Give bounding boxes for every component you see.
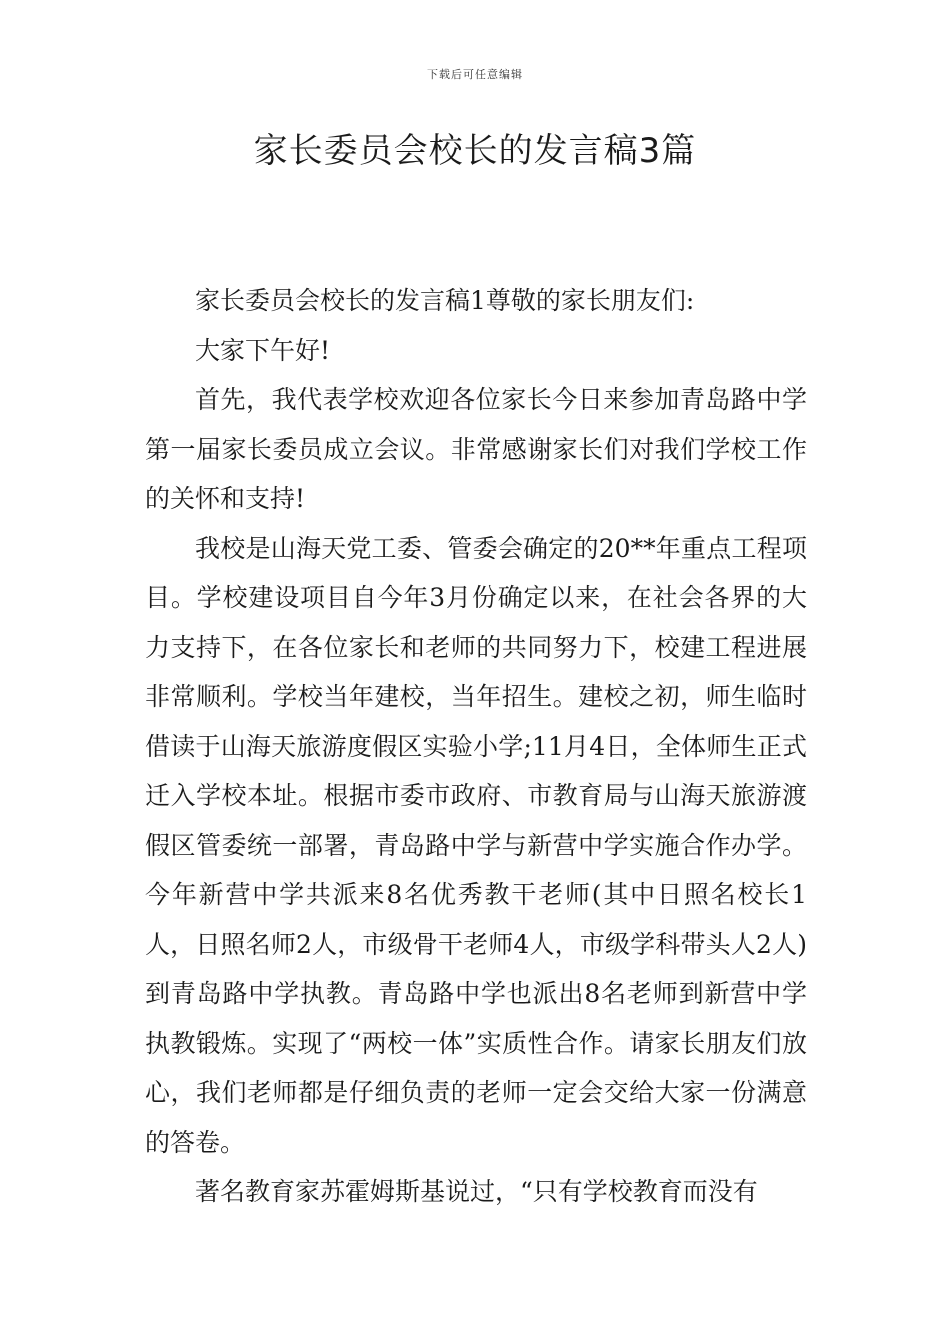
paragraph-school-intro: 我校是山海天党工委、管委会确定的20**年重点工程项目。学校建设项目自今年3月份确定以来，在社会各界的大力支持下，在各位家长和老师的共同努力下，校建工程进展非常顺利。学校当年建校，当年招生。建校之初，师生临时借读于山海天旅游度假区实验小学;11月4日，全体师生正式迁入学校本址。根据市委市政府、市教育局与山海天旅游渡假区管委统一部署，青岛路中学与新营中学实施合作办学。今年新营中学共派来8名优秀教干老师(其中日照名校长1人，日照名师2人，市级骨干老师4人，市级学科带头人2人)到青岛路中学执教。青岛路中学也派出8名老师到新营中学执教锻炼。实现了“两校一体”实质性合作。请家长朋友们放心，我们老师都是仔细负责的老师一定会交给大家一份满意的答卷。 — [145, 533, 807, 1157]
document-body — [145, 276, 807, 1217]
paragraph-quote: 著名教育家苏霍姆斯基说过，“只有学校教育而没有 — [195, 1177, 758, 1206]
document-title: 家长委员会校长的发言稿3篇 — [253, 131, 697, 171]
paragraph-salutation: 家长委员会校长的发言稿1尊敬的家长朋友们: — [195, 286, 695, 315]
paragraph-greeting: 大家下午好! — [195, 335, 331, 365]
paragraph-welcome: 首先，我代表学校欢迎各位家长今日来参加青岛路中学第一届家长委员成立会议。非常感谢家长们对我们学校工作的关怀和支持! — [145, 385, 807, 513]
page-header-note: 下载后可任意编辑 — [427, 68, 523, 81]
